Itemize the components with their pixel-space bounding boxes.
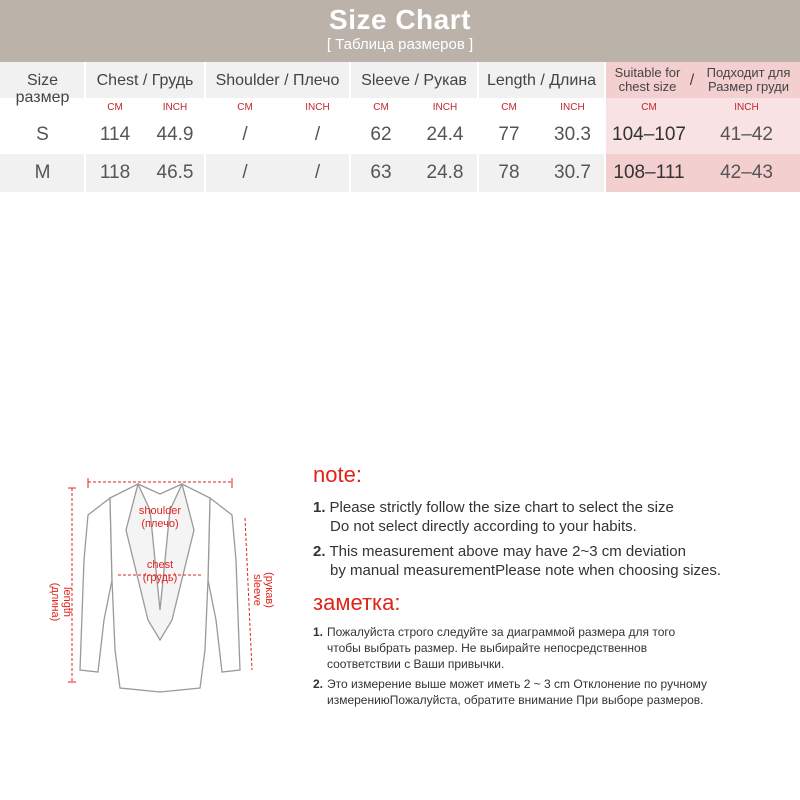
cell-size: M — [34, 162, 51, 183]
cell-length-inch: 30.7 — [554, 162, 591, 183]
cell-shoulder-cm: / — [242, 162, 248, 183]
cell-fit-cm: 104–107 — [612, 124, 686, 145]
cell-fit-inch: 41–42 — [720, 124, 773, 145]
note-item — [313, 542, 793, 580]
cell-length-inch: 30.3 — [554, 124, 591, 145]
note-number: 2. — [313, 543, 326, 560]
cell-chest-cm: 114 — [99, 124, 131, 145]
cell-shoulder-inch: / — [314, 162, 321, 183]
column-divider — [604, 62, 606, 192]
cell-length-cm: 78 — [498, 162, 520, 183]
unit-length-cm: CM — [501, 101, 517, 113]
cell-fit-inch: 42–43 — [720, 162, 773, 183]
note-text-line2: by manual measurementPlease note when choosing sizes. — [330, 562, 722, 579]
page-subtitle: [ Таблица размеров ] — [326, 36, 474, 53]
note-item — [313, 498, 793, 536]
note-text-line2: чтобы выбрать размер. Не выбирайте непосредственнов — [327, 641, 648, 655]
label-length: length — [61, 587, 73, 617]
cell-chest-inch: 46.5 — [156, 162, 194, 183]
note-number: 2. — [313, 677, 324, 691]
unit-chest-inch: INCH — [162, 101, 188, 113]
note-heading-ru: заметка: — [313, 590, 401, 615]
col-header-fit-en: Suitable for chest size — [614, 65, 681, 94]
cell-sleeve-cm: 63 — [370, 162, 392, 183]
label-shoulder: shoulder — [138, 505, 182, 517]
label-chest: chest — [146, 559, 174, 571]
col-header-shoulder: Shoulder / Плечо — [215, 71, 340, 89]
note-item — [313, 676, 793, 708]
note-text: Это измерение выше может иметь 2 ~ 3 cm Отклонение по ручному — [327, 677, 708, 691]
page-title: Size Chart — [329, 4, 471, 35]
unit-sleeve-inch: INCH — [432, 101, 458, 113]
label-shoulder-ru: (плечо) — [141, 518, 179, 530]
col-header-fit-slash: / — [689, 71, 695, 89]
note-text: Please strictly follow the size chart to select the size — [329, 499, 674, 516]
cell-length-cm: 77 — [498, 124, 520, 145]
note-text-line2: Do not select directly according to your habits. — [330, 518, 637, 535]
notes-panel — [313, 462, 793, 708]
jacket-measurement-diagram — [40, 470, 280, 700]
cell-chest-inch: 44.9 — [156, 124, 194, 145]
note-item — [313, 624, 793, 672]
cell-size: S — [36, 124, 49, 145]
note-text-line3: соответствии с Ваши привычки. — [327, 657, 505, 671]
cell-sleeve-inch: 24.4 — [426, 124, 464, 145]
col-header-length: Length / Длина — [486, 71, 597, 89]
unit-shoulder-inch: INCH — [305, 101, 330, 113]
note-text-line2: измерениюПожалуйста, обратите внимание При выборе размеров. — [327, 693, 704, 707]
unit-shoulder-cm: CM — [237, 101, 253, 113]
unit-length-inch: INCH — [560, 101, 585, 113]
label-sleeve: sleeve — [251, 574, 263, 606]
cell-shoulder-cm: / — [242, 124, 248, 145]
cell-sleeve-inch: 24.8 — [426, 162, 464, 183]
cell-sleeve-cm: 62 — [370, 124, 392, 145]
label-chest-ru: (грудь) — [142, 572, 178, 584]
unit-fit-inch: INCH — [734, 101, 759, 113]
column-divider — [204, 62, 206, 192]
column-divider — [349, 62, 351, 192]
col-header-chest: Chest / Грудь — [96, 71, 194, 89]
column-divider — [84, 62, 86, 192]
note-text: Пожалуйста строго следуйте за диаграммой размера для того — [327, 625, 676, 639]
unit-sleeve-cm: CM — [373, 101, 389, 113]
label-length-ru: (длина) — [49, 582, 61, 622]
note-number: 1. — [313, 499, 326, 516]
unit-fit-cm: CM — [641, 101, 657, 113]
note-number: 1. — [313, 625, 324, 639]
note-text: This measurement above may have 2~3 cm deviation — [329, 543, 686, 560]
cell-shoulder-inch: / — [314, 124, 321, 145]
col-header-sleeve: Sleeve / Рукав — [361, 71, 467, 89]
unit-chest-cm: CM — [107, 101, 123, 113]
label-sleeve-ru: (рукав) — [263, 572, 275, 608]
note-heading-en: note: — [313, 462, 362, 487]
cell-chest-cm: 118 — [99, 162, 131, 183]
col-header-fit-ru: Подходит для Размер груди — [706, 65, 791, 94]
col-header-size: Size размер — [15, 72, 70, 106]
size-chart-header — [0, 0, 800, 62]
cell-fit-cm: 108–111 — [613, 162, 685, 183]
column-divider — [477, 62, 479, 192]
